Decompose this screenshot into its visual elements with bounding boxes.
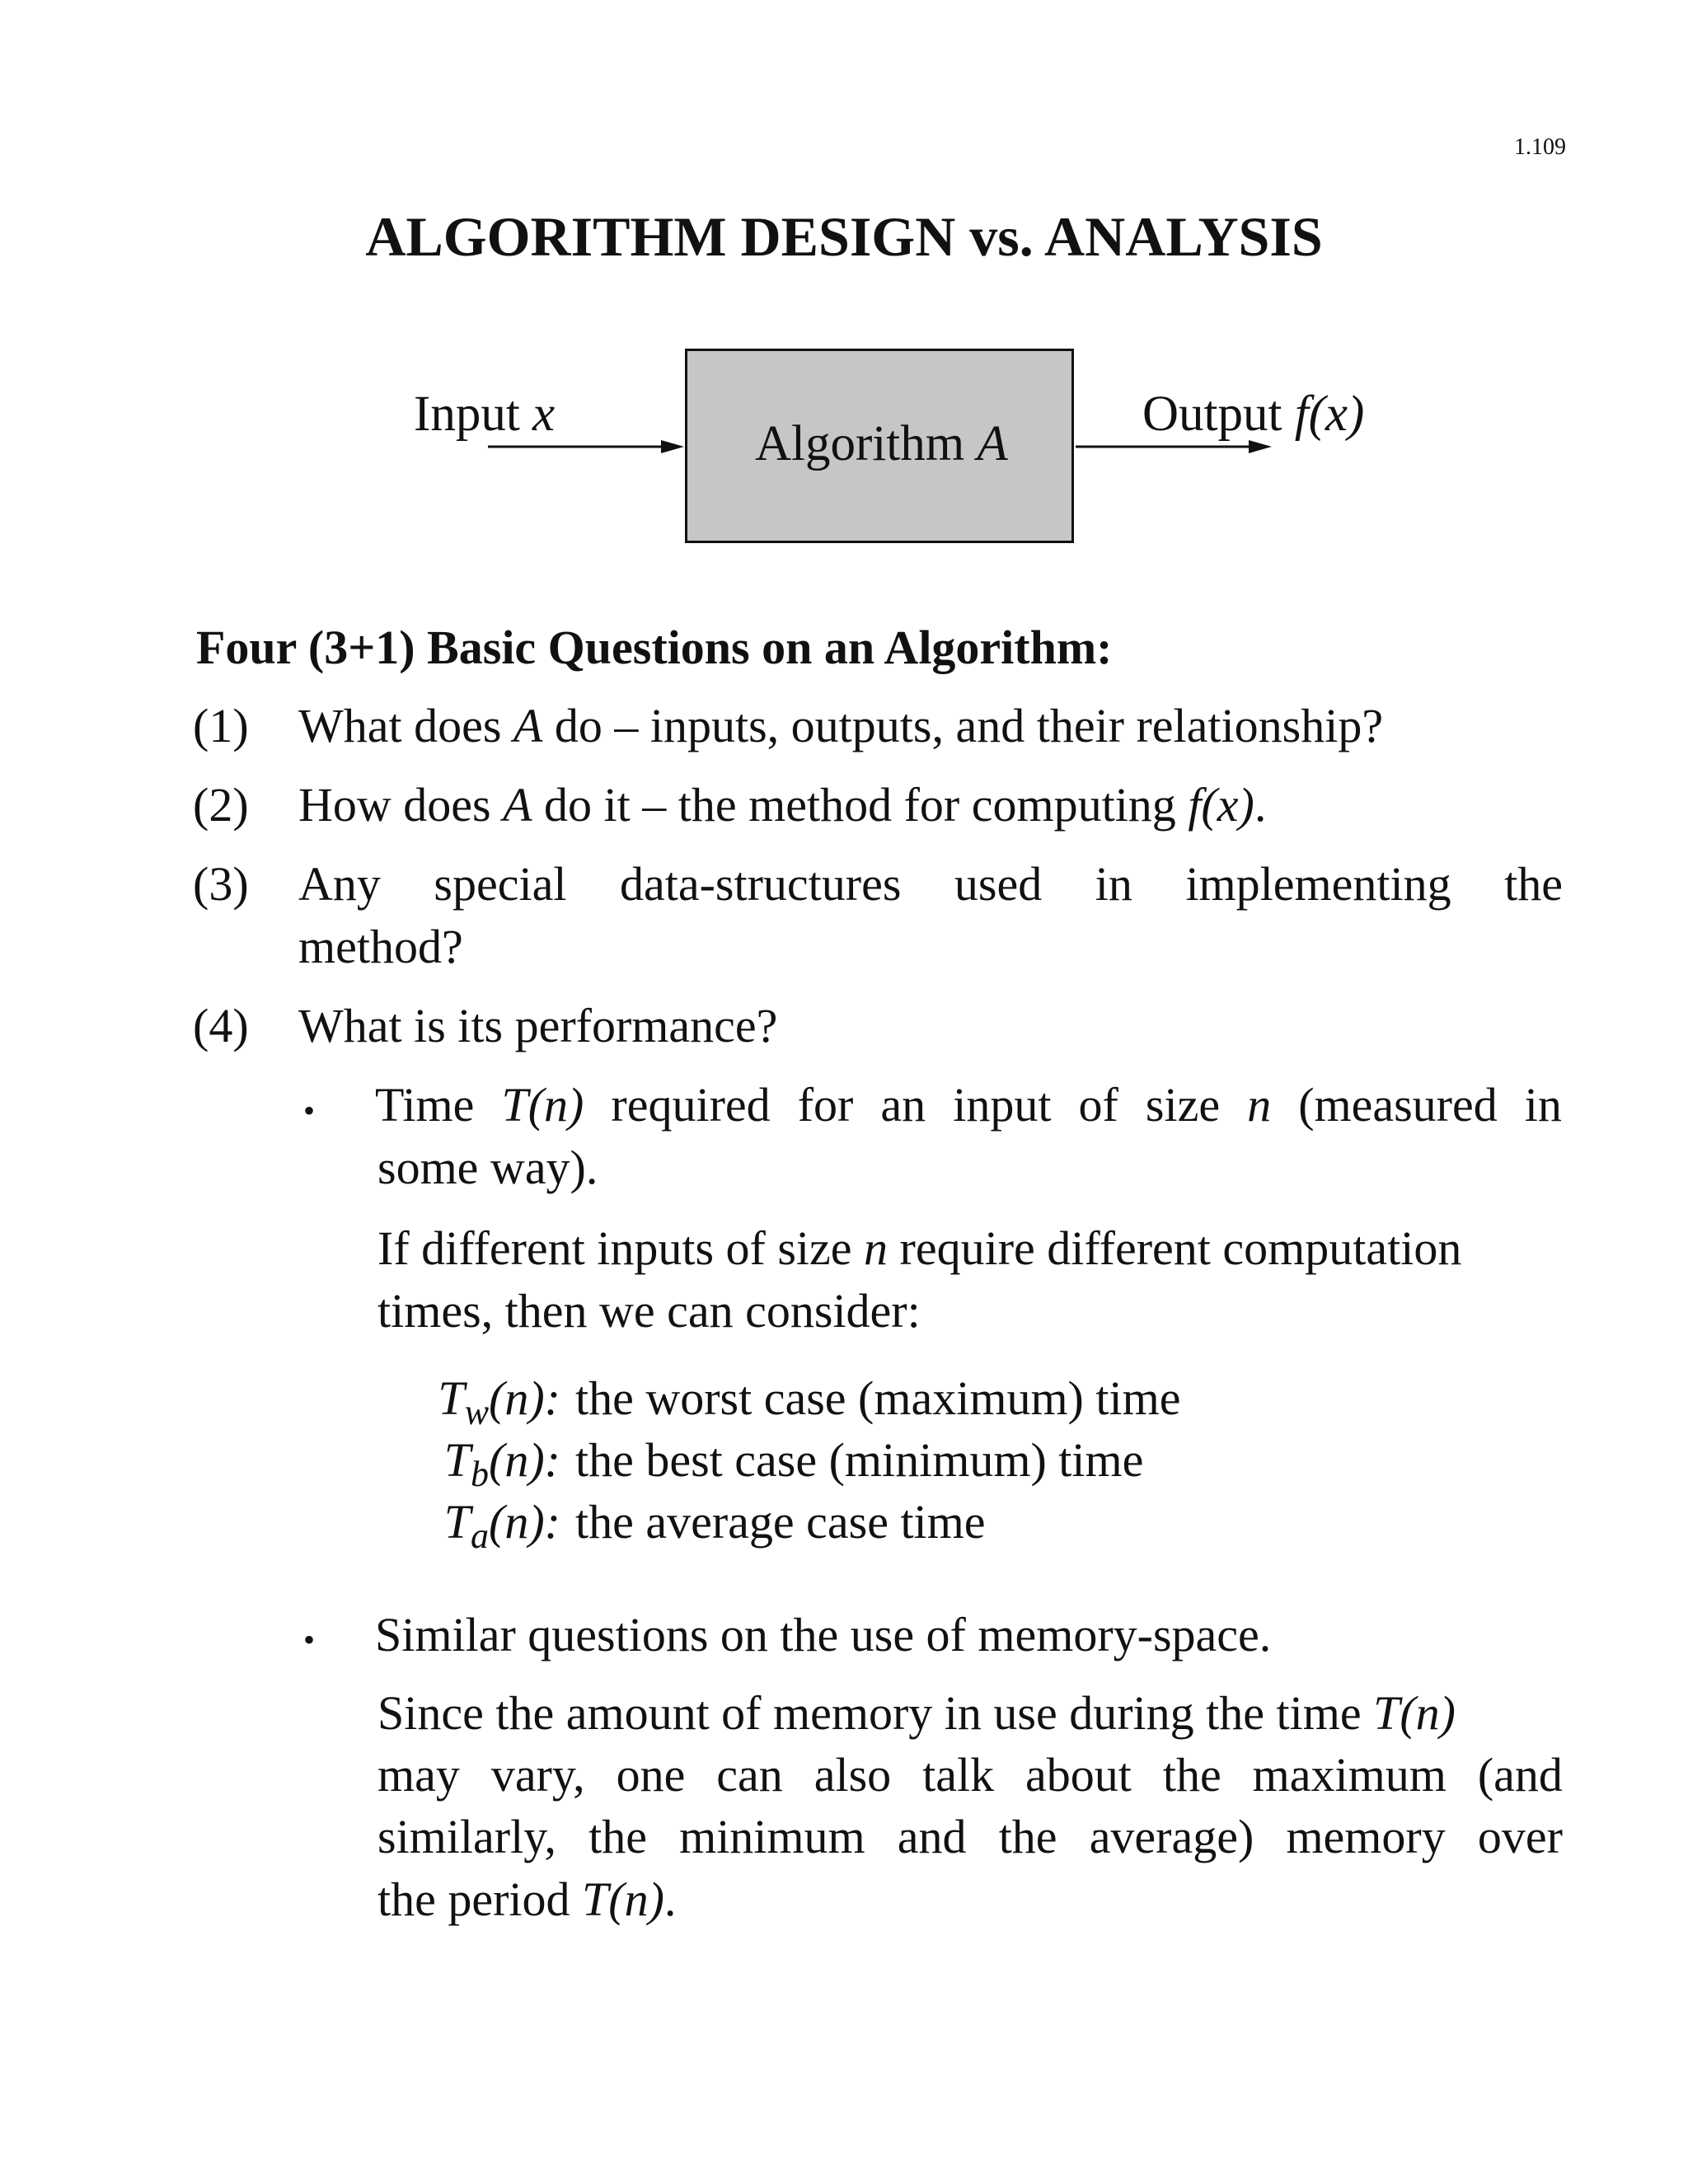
bullet-text: Similar questions on the use of memory-space.	[375, 1608, 1272, 1661]
question-text-continued: method?	[298, 920, 463, 973]
bullet-text-continued: some way).	[377, 1141, 598, 1194]
page-title: ALGORITHM DESIGN vs. ANALYSIS	[365, 205, 1323, 268]
case-worst: $T_w(n)$: the worst case (maximum) time	[438, 1371, 1181, 1432]
question-number: (3)	[193, 857, 249, 911]
paragraph-line: the period T(n).	[377, 1872, 677, 1926]
question-text: How does A do it – the method for computing f(x).	[298, 778, 1267, 832]
paragraph-line: may vary, one can also talk about the maximum (and	[377, 1748, 1563, 1802]
bullet-marker: •	[303, 1092, 316, 1129]
bullet-marker: •	[303, 1621, 316, 1658]
question-number: (4)	[193, 999, 249, 1052]
paragraph-line: If different inputs of size n require different computation	[377, 1221, 1462, 1275]
question-text: Any special data-structures used in implementing the	[298, 857, 1563, 911]
algorithm-diagram	[0, 0, 1688, 593]
question-text: What does A do – inputs, outputs, and their relationship?	[298, 699, 1384, 752]
question-number: (1)	[193, 699, 249, 752]
paragraph-line: times, then we can consider:	[377, 1284, 921, 1338]
input-label: Input x	[414, 387, 556, 442]
paragraph-line: similarly, the minimum and the average) memory over	[377, 1810, 1563, 1863]
question-text: What is its performance?	[298, 999, 778, 1052]
case-best: $T_b(n)$: the best case (minimum) time	[443, 1433, 1144, 1494]
algorithm-label: Algorithm A	[755, 416, 1008, 471]
algorithm-box	[685, 349, 1074, 543]
input-arrow	[486, 437, 688, 457]
case-average: $T_a(n)$: the average case time	[443, 1495, 986, 1556]
page-number: 1.109	[1514, 134, 1566, 160]
question-number: (2)	[193, 778, 249, 832]
bullet-text: Time T(n) required for an input of size n (measured in	[375, 1078, 1562, 1132]
paragraph-line: Since the amount of memory in use during the time T(n)	[377, 1686, 1456, 1740]
output-label: Output f(x)	[1142, 387, 1365, 442]
questions-heading: Four (3+1) Basic Questions on an Algorithm:	[196, 621, 1113, 674]
